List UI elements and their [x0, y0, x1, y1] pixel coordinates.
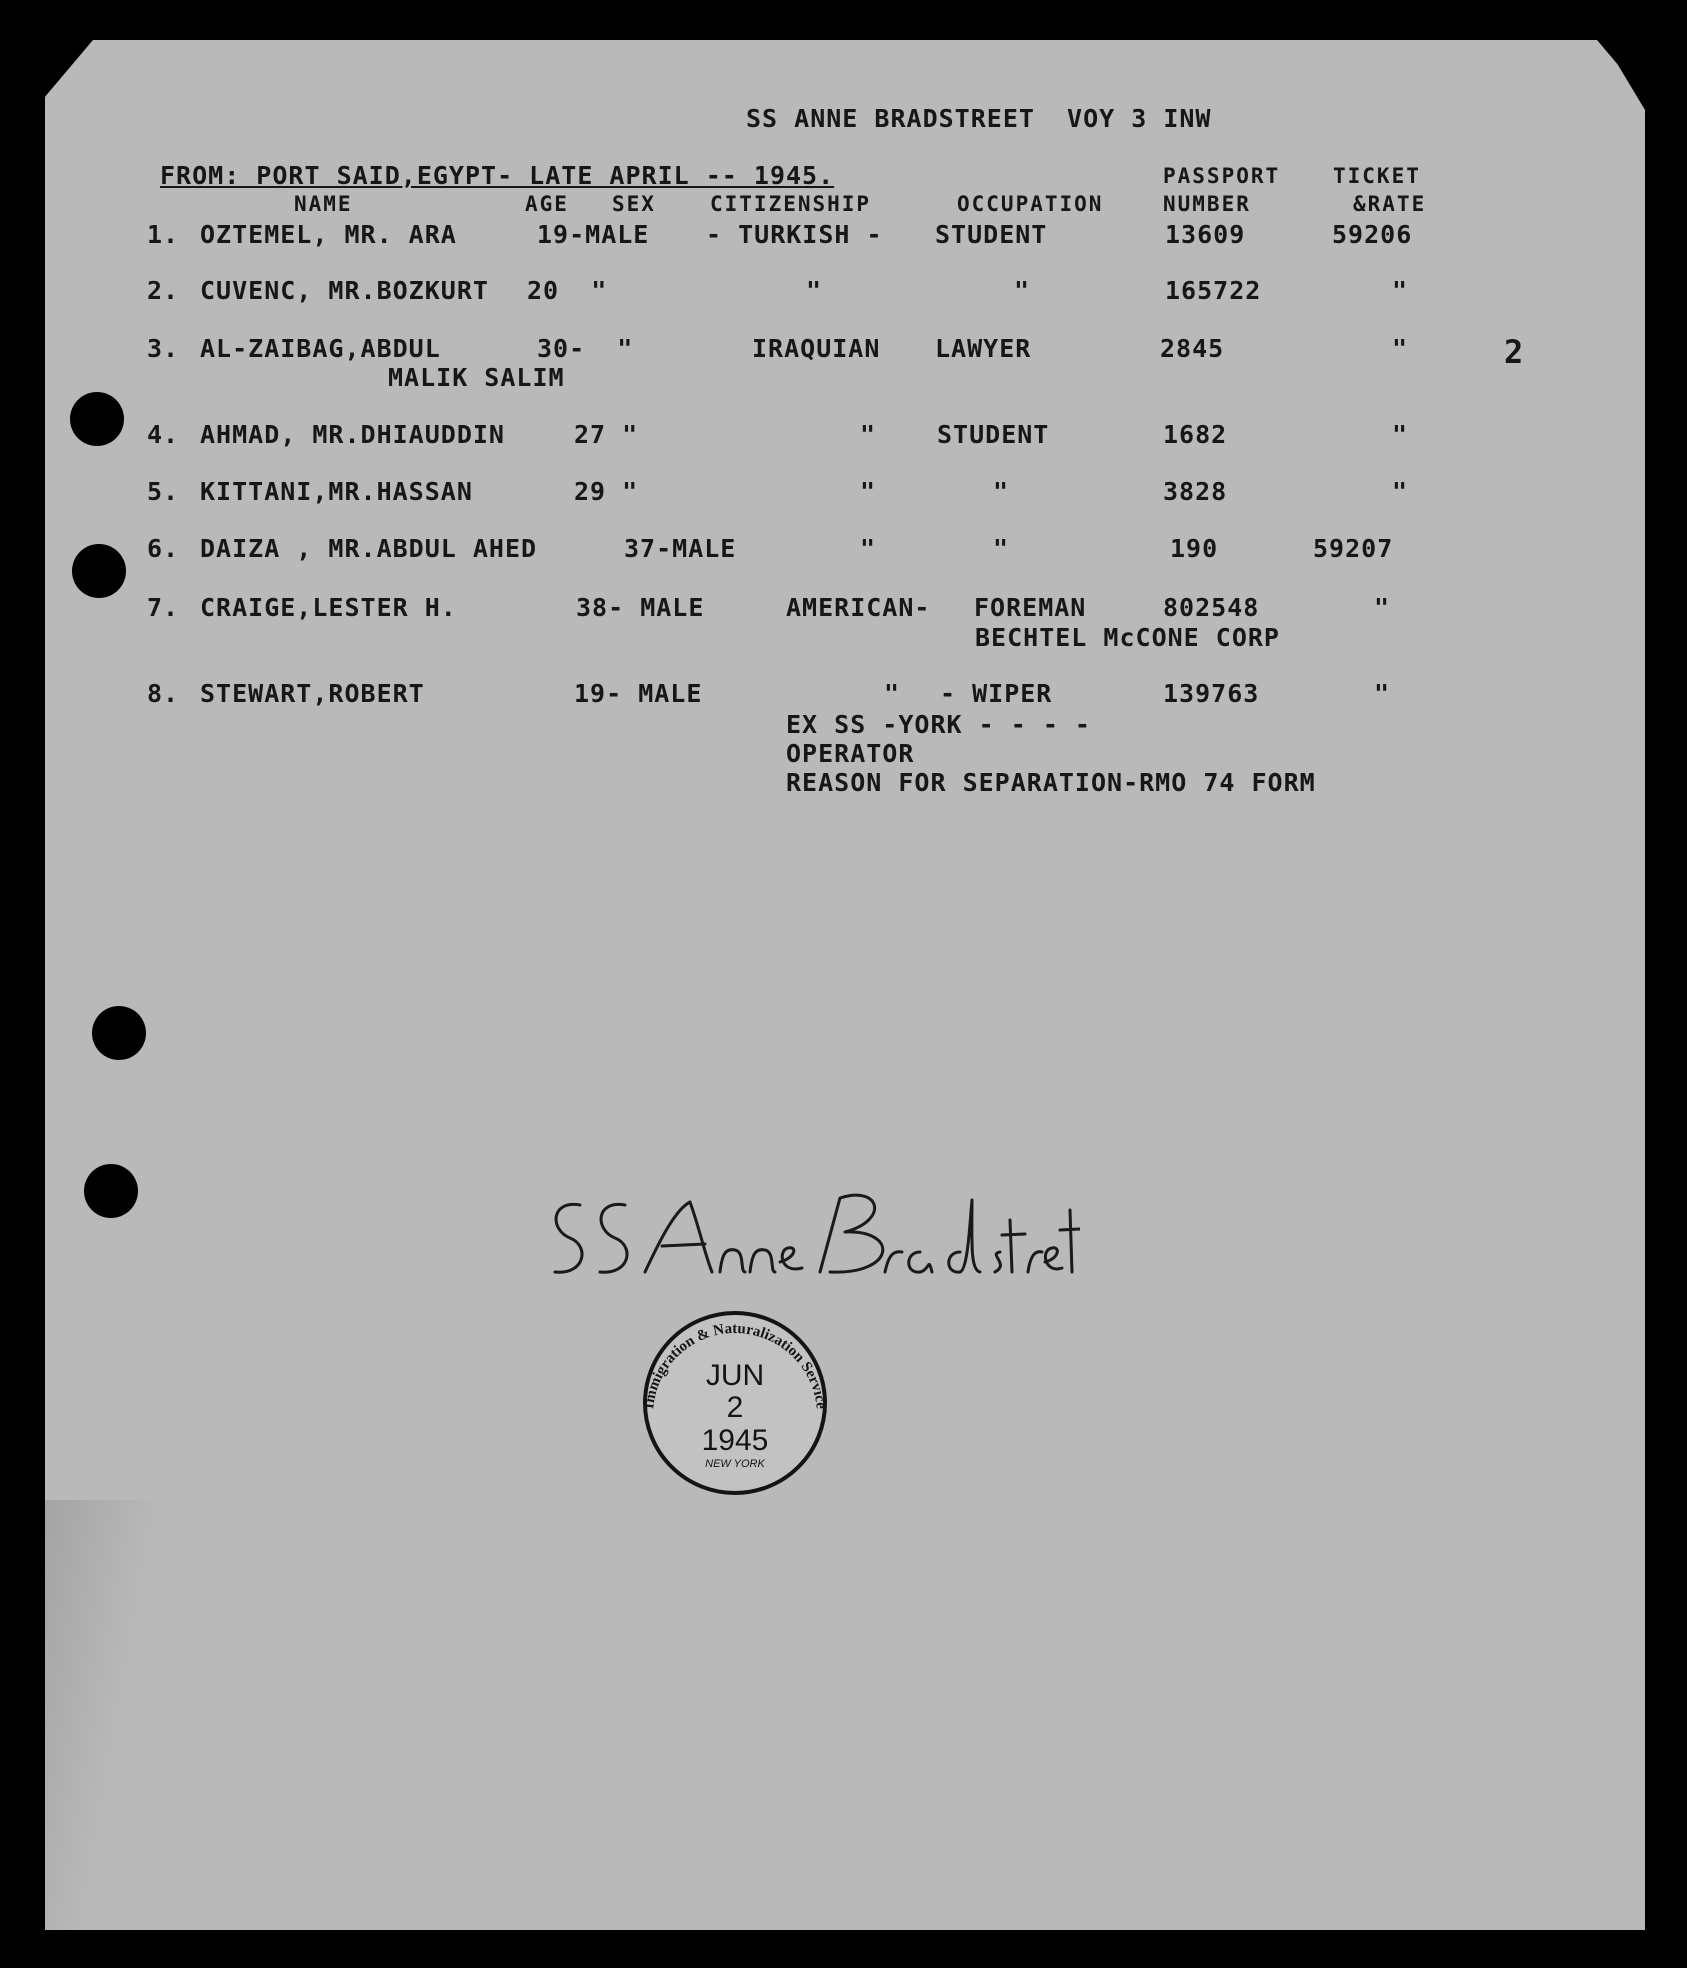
- passport-number: 802548: [1163, 593, 1260, 622]
- col-citizenship: CITIZENSHIP: [710, 192, 872, 216]
- ticket-rate: ": [1392, 477, 1409, 506]
- punch-hole: [92, 1006, 146, 1060]
- passport-number: 2845: [1160, 334, 1225, 363]
- age-sex: 37-MALE: [624, 534, 737, 563]
- passport-number: 190: [1170, 534, 1219, 563]
- passenger-name: DAIZA , MR.ABDUL AHED: [200, 534, 538, 563]
- col-name: NAME: [294, 192, 353, 216]
- note-line: REASON FOR SEPARATION-RMO 74 FORM: [786, 768, 1316, 797]
- row-number: 8.: [147, 679, 180, 708]
- passport-number: 3828: [1163, 477, 1228, 506]
- passenger-name: STEWART,ROBERT: [200, 679, 425, 708]
- punch-hole: [70, 392, 124, 446]
- col-occupation: OCCUPATION: [957, 192, 1104, 216]
- margin-note: 2: [1504, 333, 1525, 371]
- age-sex: 19-MALE: [537, 220, 650, 249]
- row-number: 3.: [147, 334, 180, 363]
- ticket-rate: ": [1392, 276, 1409, 305]
- ship-header: SS ANNE BRADSTREET VOY 3 INW: [746, 104, 1212, 133]
- citizenship: ": [860, 534, 877, 563]
- row-number: 5.: [147, 477, 180, 506]
- row-number: 4.: [147, 420, 180, 449]
- col-ticket-top: TICKET: [1333, 164, 1421, 188]
- immigration-date-stamp: [625, 1305, 845, 1501]
- ticket-rate: ": [1374, 679, 1391, 708]
- occupation: ": [1014, 276, 1031, 305]
- citizenship: ": [860, 477, 877, 506]
- col-sex: SEX: [612, 192, 656, 216]
- passenger-name: OZTEMEL, MR. ARA: [200, 220, 457, 249]
- punch-hole: [84, 1164, 138, 1218]
- from-line: FROM: PORT SAID,EGYPT- LATE APRIL -- 1945.: [160, 161, 835, 190]
- occupation: ": [993, 534, 1010, 563]
- passenger-name: AL-ZAIBAG,ABDUL: [200, 334, 441, 363]
- ticket-rate: ": [1392, 420, 1409, 449]
- row-number: 1.: [147, 220, 180, 249]
- handwritten-signature: [540, 1180, 1080, 1290]
- svg-text:Immigration & Naturalization S: Immigration & Naturalization Service: [641, 1320, 829, 1410]
- passport-number: 165722: [1165, 276, 1262, 305]
- note-line: EX SS -YORK - - - -: [786, 710, 1091, 739]
- passenger-name: AHMAD, MR.DHIAUDDIN: [200, 420, 505, 449]
- age-sex: 20 ": [527, 276, 608, 305]
- occupation: STUDENT: [935, 220, 1048, 249]
- occupation: FOREMAN: [974, 593, 1087, 622]
- col-age: AGE: [525, 192, 569, 216]
- ticket-rate: 59207: [1313, 534, 1394, 563]
- ticket-rate: ": [1392, 334, 1409, 363]
- passport-number: 139763: [1163, 679, 1260, 708]
- passenger-name: CRAIGE,LESTER H.: [200, 593, 457, 622]
- passport-number: 1682: [1163, 420, 1228, 449]
- svg-text:NEW YORK: NEW YORK: [705, 1458, 765, 1470]
- ticket-rate: 59206: [1332, 220, 1413, 249]
- citizenship: - TURKISH -: [706, 220, 883, 249]
- passenger-name-cont: MALIK SALIM: [388, 363, 565, 392]
- age-sex: 38- MALE: [576, 593, 705, 622]
- page-curl: [45, 1500, 165, 1930]
- row-number: 7.: [147, 593, 180, 622]
- citizenship: IRAQUIAN: [752, 334, 881, 363]
- ticket-rate: ": [1374, 593, 1391, 622]
- col-passport-top: PASSPORT: [1163, 164, 1281, 188]
- age-sex: 30- ": [537, 334, 634, 363]
- passport-number: 13609: [1165, 220, 1246, 249]
- svg-text:2: 2: [726, 1391, 744, 1424]
- age-sex: 27 ": [574, 420, 639, 449]
- age-sex: 19- MALE: [574, 679, 703, 708]
- note-line: OPERATOR: [786, 739, 915, 768]
- row-number: 6.: [147, 534, 180, 563]
- passenger-name: KITTANI,MR.HASSAN: [200, 477, 473, 506]
- punch-hole: [72, 544, 126, 598]
- citizenship: AMERICAN-: [786, 593, 931, 622]
- occupation: - WIPER: [940, 679, 1053, 708]
- occupation: LAWYER: [935, 334, 1032, 363]
- col-passport-bottom: NUMBER: [1163, 192, 1251, 216]
- row-number: 2.: [147, 276, 180, 305]
- employer: BECHTEL McCONE CORP: [975, 623, 1280, 652]
- svg-text:JUN: JUN: [705, 1359, 765, 1392]
- col-ticket-bottom: &RATE: [1353, 192, 1427, 216]
- passenger-name: CUVENC, MR.BOZKURT: [200, 276, 489, 305]
- citizenship: ": [806, 276, 823, 305]
- occupation: STUDENT: [937, 420, 1050, 449]
- age-sex: 29 ": [574, 477, 639, 506]
- document-page: [45, 40, 1645, 1930]
- occupation: ": [993, 477, 1010, 506]
- citizenship: ": [884, 679, 901, 708]
- svg-text:1945: 1945: [701, 1424, 769, 1457]
- citizenship: ": [860, 420, 877, 449]
